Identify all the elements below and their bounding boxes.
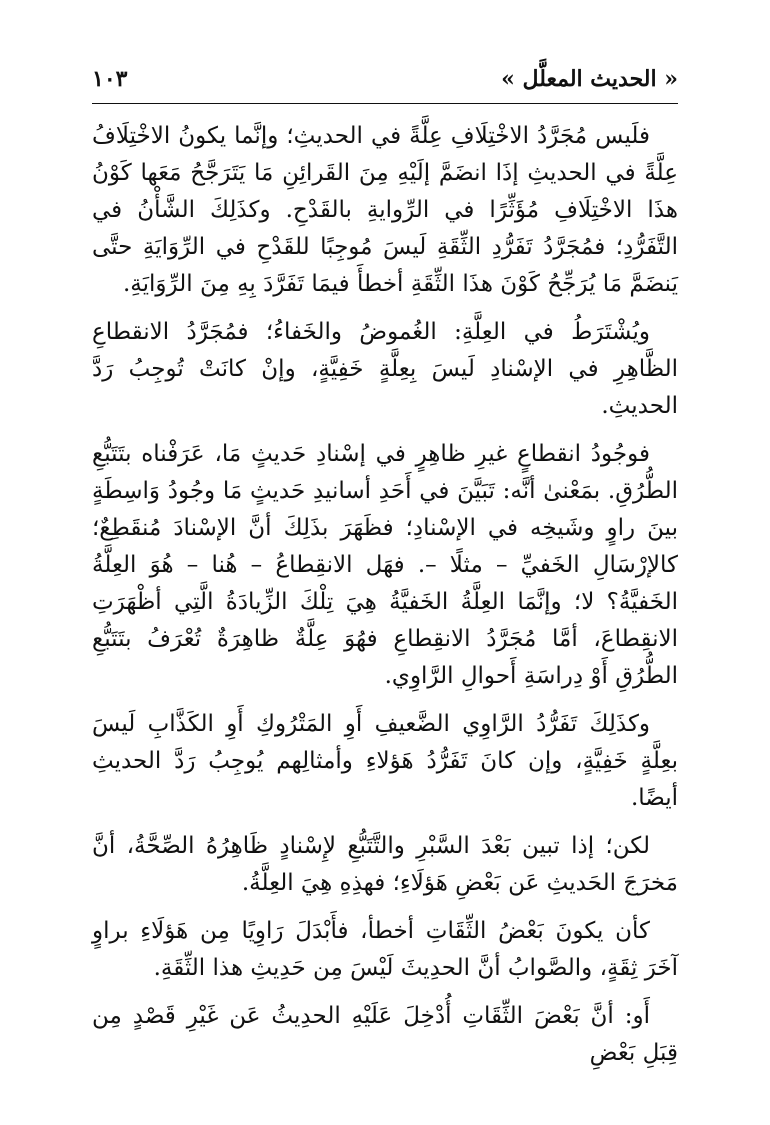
paragraph: فوجُودُ انقطاعٍ غيرِ ظاهِرٍ في إسْنادِ حَديثٍ مَا، عَرَفْناه بتَتَبُّعِ الطُّرُقِ. بمَعْنىٰ أنَّه: تَبَيَّنَ في أَحَدِ أسانيدِ حَديثٍ مَا وجُودُ وَاسِطَةٍ بينَ راوٍ وشَيخِه في الإسْنادِ؛ فظَهَرَ بذَلِكَ أنَّ الإسْنادَ مُنقَطِعٌ؛ كالإرْسَالِ الخَفيِّ – مثلًا –. فهَل الانقِطاعُ – هُنا – هُوَ العِلَّةُ الخَفيَّةُ؟ لا؛ وإنَّمَا العِلَّةُ الخَفيَّةُ هِيَ تِلْكَ الزِّيادَةُ الَّتِي أظْهَرَتِ الانقِطاعَ، أمَّا مُجَرَّدُ الانقِطاعِ فهُوَ عِلَّةٌ ظاهِرَةٌ تُعْرَفُ بتَتَبُّعِ الطُّرُقِ أَوْ دِراسَةِ أَحوالِ الرَّاوِي. (92, 441, 678, 689)
paragraph: وكذَلِكَ تَفَرُّدُ الرَّاوِي الضَّعيفِ أَوِ المَتْرُوكِ أَوِ الكَذَّابِ لَيسَ بعِلَّةٍ خَفِيَّةٍ، وإن كانَ تَفَرُّدُ هَؤلاءِ وأمثالِهم يُوجِبُ رَدَّ الحديثِ أيضًا. (92, 711, 678, 811)
paragraph: كأن يكونَ بَعْضُ الثِّقَاتِ أخطأ، فأَبْدَلَ رَاوِيًا مِن هَؤلَاءِ براوٍ آخَرَ ثِقَةٍ، والصَّوابُ أنَّ الحدِيثَ لَيْسَ مِن حَدِيثِ هذا الثِّقَةِ. (92, 918, 678, 981)
paragraph: لكن؛ إذا تبين بَعْدَ السَّبْرِ والتَّتَبُّعِ لإِسْنادٍ ظَاهِرُهُ الصِّحَّةُ، أنَّ مَخرَجَ الحَديثِ عَن بَعْضِ هَؤلَاءِ؛ فهذِهِ هِيَ العِلَّةُ. (92, 833, 678, 896)
header-rule (92, 103, 678, 104)
paragraph: أَو: أنَّ بَعْضَ الثِّقَاتِ أُدْخِلَ عَلَيْهِ الحدِيثُ عَن غَيْرِ قَصْدٍ مِن قِبَلِ بَعْضِ (92, 1003, 678, 1066)
page-header (92, 56, 678, 100)
paragraph: فلَيس مُجَرَّدُ الاخْتِلَافِ عِلَّةً في الحديثِ؛ وإنَّما يكونُ الاخْتِلَافُ عِلَّةً في الحديثِ إذَا انضَمَّ إلَيْهِ مِنَ القَرائِنِ مَا يَتَرَجَّحُ مَعَها كَوْنُ هذَا الاخْتِلَافِ مُؤَثِّرًا في الرِّوايةِ بالقَدْحِ. وكذَلِكَ الشَّأْنُ في التَّفَرُّدِ؛ فمُجَرَّدُ تَفَرُّدِ الثِّقَةِ لَيسَ مُوجِبًا للقَدْحِ في الرِّوَايَةِ حتَّى يَنضَمَّ مَا يُرَجِّحُ كَوْنَ هذَا الثِّقَةِ أخطأَ فيمَا تَفَرَّدَ بِهِ مِنَ الرِّوَايَةِ. (92, 123, 678, 297)
paragraph: ويُشْتَرَطُ في العِلَّةِ: الغُموضُ والخَفاءُ؛ فمُجَرَّدُ الانقطاعِ الظَّاهِرِ في الإسْنادِ لَيسَ بِعِلَّةٍ خَفِيَّةٍ، وإنْ كانَتْ تُوجِبُ رَدَّ الحديثِ. (92, 319, 678, 419)
running-title: « الحديث المعلَّل » (501, 66, 678, 92)
page-number: ١٠٣ (92, 66, 128, 92)
body-text (92, 118, 678, 1078)
